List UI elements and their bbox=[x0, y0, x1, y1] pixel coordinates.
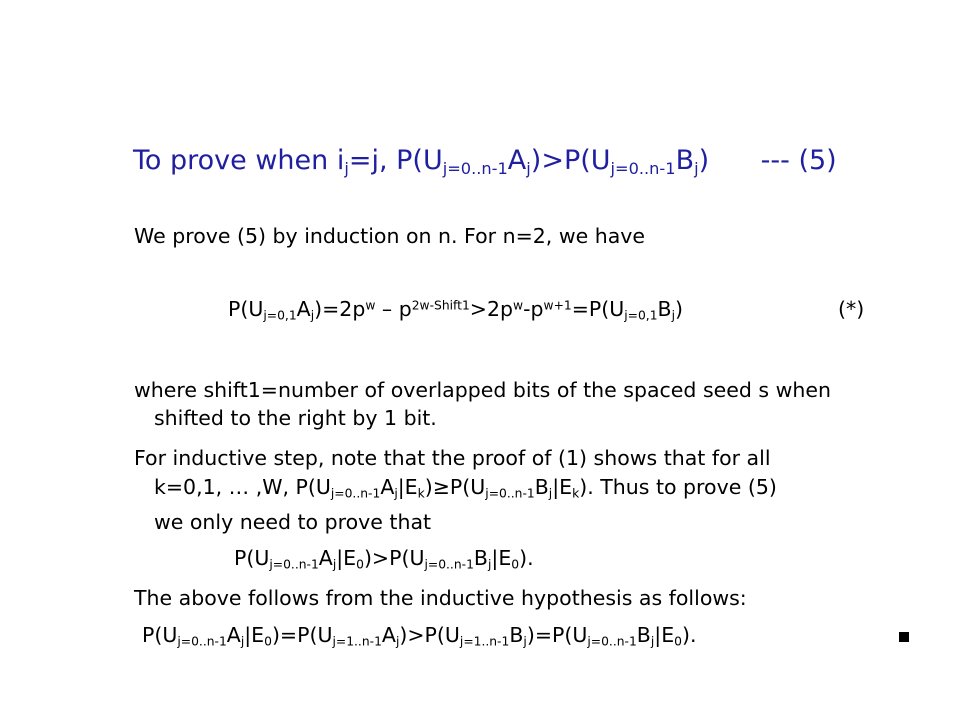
paragraph-shift-definition-line2: shifted to the right by 1 bit. bbox=[154, 406, 437, 430]
paragraph-shift-definition-line1: where shift1=number of overlapped bits of the spaced seed s when bbox=[134, 378, 831, 402]
equation-base-case: $P(U_{j=0,1}A_j)=2p^w - p^{2w-Shift1}>2p^w-p^{w+1}=P(U_{j=0,1}B_j)$ bbox=[228, 297, 684, 323]
slide-title: To prove when $i_j=j$, $P(U_{j=0..n-1}A_j)>P(U_{j=0..n-1}B_j)$ --- (5) bbox=[133, 145, 837, 178]
equation-to-prove: $P(U_{j=0..n-1}A_j|E_0)>P(U_{j=0..n-1}B_j|E_0)$. bbox=[234, 546, 534, 572]
paragraph-induction-intro: We prove (5) by induction on n. For n=2, we have bbox=[134, 224, 646, 248]
paragraph-inductive-line1: For inductive step, note that the proof of (1) shows that for all bbox=[134, 446, 771, 470]
equation-conclusion: $P(U_{j=0..n-1}A_j|E_0)=P(U_{j=1..n-1}A_j)>P(U_{j=1..n-1}B_j)=P(U_{j=0..n-1}B_j|E_0)$. bbox=[142, 623, 697, 649]
qed-square-icon bbox=[899, 632, 909, 642]
paragraph-inductive-line3: we only need to prove that bbox=[154, 510, 432, 534]
paragraph-hypothesis: The above follows from the inductive hypothesis as follows: bbox=[134, 586, 747, 610]
paragraph-inductive-line2: k=0,1, … ,W, $P(U_{j=0..n-1}A_j|E_k)\ge P(U_{j=0..n-1}B_j|E_k)$. Thus to prove (5) bbox=[154, 475, 777, 501]
equation-tag: (*) bbox=[838, 297, 865, 321]
